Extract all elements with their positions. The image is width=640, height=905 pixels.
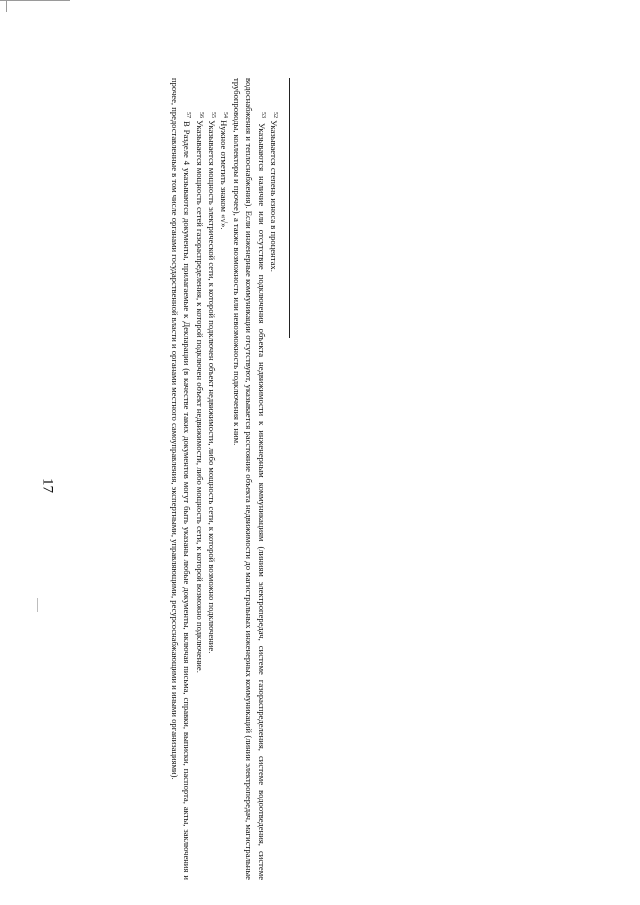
footnote-text: В Разделе 4 указываются документы, прилагаемые к Декларации (в качестве таких документов могут быть указаны любые документы, включая письма, справки, выписки, паспорта, акты, заключения и прочее, предоставленные в том числе органами государственной власти и органами местного самоуправления, экспертными, управляющими, ресурсоснабжающими и иными организациями).	[169, 78, 193, 881]
footnote-57	[168, 78, 193, 880]
footnote-number: 53	[259, 112, 266, 118]
scan-mark	[37, 598, 38, 612]
scan-edge-left	[6, 0, 7, 12]
footnote-text: Указывается степень износа в процентах.	[269, 120, 279, 272]
footnote-number: 57	[185, 112, 192, 118]
footnote-52	[268, 78, 280, 880]
scan-edge-top	[0, 0, 70, 1]
footnote-56	[193, 78, 205, 880]
footnote-separator	[289, 78, 290, 338]
footnote-number: 55	[209, 112, 216, 118]
footnote-text: Указываются наличие или отсутствие подключения объекта недвижимости к инженерным коммуникациям (линиям электропередач, системе газораспределения, системе водоотведения, системе водоснабжения и теплоснабжения). Если инженерные коммуникации отсутствуют, указывается расстояние объекта недвижимости до магистральных инженерных коммуникаций (линии электропередач, магистральные трубопроводы, коллекторы и прочее), а также возможность или невозможность подключения к ним.	[231, 78, 267, 881]
rotated-footnotes-block	[82, 78, 290, 880]
footnote-number: 52	[272, 112, 278, 118]
footnote-text: Указывается мощность электрической сети, к которой подключен объект недвижимости, либо мощность сети, к которой возможно подключение.	[206, 120, 217, 654]
footnote-number: 54	[222, 112, 229, 118]
footnote-text: Указывается мощность сетей газораспределения, к которой подключен объект недвижимости, либо мощность сети, к которой возможно подключение.	[194, 120, 205, 673]
footnote-number: 56	[197, 112, 204, 118]
footnote-53	[230, 78, 267, 880]
footnote-55	[206, 78, 218, 880]
footnote-text: Нужное отметить знаком «√».	[219, 120, 230, 230]
footnotes	[168, 78, 280, 880]
footnote-54	[218, 78, 230, 880]
page-number: 17	[39, 478, 56, 493]
